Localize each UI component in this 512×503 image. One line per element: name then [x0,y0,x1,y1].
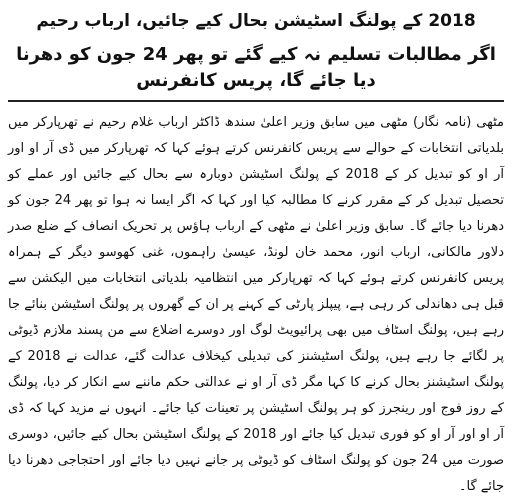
article-paragraph: مٹھی (نامہ نگار) مٹھی میں سابق وزیر اعلیٰ سندھ ڈاکٹر ارباب غلام رحیم نے تھرپارکر میں بلدیاتی انتخابات کے حوالے سے پریس کانفرنس کرتے ہوئے کہا کہ تھرپارکر میں ڈی آر او اور آر او کو تبدیل کر کے 2018 کے پولنگ اسٹیشن دوبارہ سے بحال کیے جائیں اور عملے کو تحصیل تبدیل کر کے مقرر کرنے کا مطالبہ کیا اور کہا کہ اگر ایسا نہ ہوا تو پھر 24 جون کو دھرنا دیا جائے گا۔ سابق وزیر اعلیٰ نے مٹھی کے ارباب ہاؤس پر تحریک انصاف کے ضلع صدر دلاور مالکانی، ارباب انور، محمد خان لونڈ، عیسیٰ راہموں، غنی کھوسو دیگر کے ہمراہ پریس کانفرنس کرتے ہوئے کہا کہ تھرپارکر میں انتظامیہ بلدیاتی انتخابات میں الیکشن سے قبل ہی دھاندلی کر رہی ہے، پیپلز پارٹی کے کہنے پر ان کے گھروں پر پولنگ اسٹیشن بنائے جا رہے ہیں، پولنگ اسٹاف میں بھی پرائیویٹ لوگ اور دوسرے اضلاع سے من پسند ملازم ڈیوٹی پر لگائے جا رہے ہیں، پولنگ اسٹیشنز کی تبدیلی کیخلاف عدالت گئے، عدالت نے 2018 کے پولنگ اسٹیشنز بحال کرنے کا کہا مگر ڈی آر او نے عدالتی حکم ماننے سے انکار کر دیا، پولنگ کے روز فوج اور رینجرز کو ہر پولنگ اسٹیشن پر تعینات کیا جائے۔ انہوں نے مزید کہا کہ ڈی آر او اور آر او کو فوری تبدیل کیا جائے اور 2018 کے پولنگ اسٹیشن بحال کیے جائیں، دوسری صورت میں 24 جون کو پولنگ اسٹاف کو ڈیوٹی پر جانے نہیں دیا جائے اور احتجاجی دھرنا دیا جائے گا۔ [8,115,504,494]
article-body [8,110,504,500]
headline-main: 2018 کے پولنگ اسٹیشن بحال کیے جائیں، ارباب رحیم [36,11,476,31]
headline-sub: اگر مطالبات تسلیم نہ کیے گئے تو پھر 24 جون کو دھرنا دیا جائے گا، پریس کانفرنس [8,42,504,102]
